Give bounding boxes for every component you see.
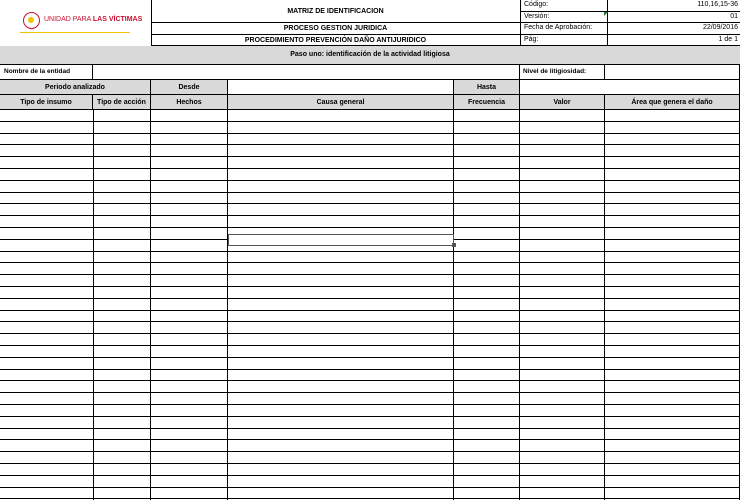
fill-handle[interactable]	[452, 243, 456, 247]
meta-key: Código:	[524, 1, 549, 8]
logo-text	[44, 16, 142, 23]
table-row[interactable]	[0, 287, 740, 299]
column-header-value[interactable]: Valor	[520, 95, 605, 110]
table-row[interactable]	[0, 216, 740, 228]
step-title[interactable]: Paso uno: identificación de la actividad litigiosa	[0, 46, 740, 65]
table-row[interactable]	[0, 181, 740, 193]
from-label: Desde	[151, 80, 228, 95]
column-header-action-type[interactable]: Tipo de acción	[93, 95, 151, 110]
grid-line	[150, 110, 151, 500]
grid-line	[453, 110, 454, 500]
table-row[interactable]	[0, 122, 740, 134]
to-date-input[interactable]	[520, 80, 740, 95]
table-row[interactable]	[0, 358, 740, 370]
table-row[interactable]	[0, 157, 740, 169]
to-label: Hasta	[454, 80, 520, 95]
table-row[interactable]	[0, 322, 740, 334]
table-row[interactable]	[0, 252, 740, 264]
meta-row-version[interactable]	[521, 12, 740, 24]
table-row[interactable]	[0, 334, 740, 346]
cell-comment-indicator	[604, 12, 608, 16]
table-row[interactable]	[0, 452, 740, 464]
table-row[interactable]	[0, 204, 740, 216]
table-row[interactable]	[0, 405, 740, 417]
grid-line	[519, 110, 520, 500]
table-row[interactable]	[0, 299, 740, 311]
table-row[interactable]	[0, 370, 740, 382]
table-row[interactable]	[0, 263, 740, 275]
logo-prefix: UNIDAD PARA	[44, 16, 93, 23]
table-row[interactable]	[0, 346, 740, 358]
column-header-general-cause[interactable]: Causa general	[228, 95, 454, 110]
title-block	[151, 0, 520, 46]
selected-cell[interactable]	[228, 234, 454, 246]
metadata-block	[520, 0, 740, 46]
meta-value: 22/09/2016	[702, 24, 738, 31]
coat-of-arms-icon	[23, 12, 40, 29]
column-header-frequency[interactable]: Frecuencia	[454, 95, 520, 110]
meta-value: 110,16,15-36	[697, 1, 738, 8]
document-header	[0, 0, 740, 46]
entity-name-input[interactable]	[93, 64, 520, 80]
column-header-input-type[interactable]: Tipo de insumo	[0, 95, 93, 110]
column-header-damage-area[interactable]: Área que genera el daño	[605, 95, 740, 110]
meta-value: 01	[730, 12, 738, 20]
meta-row-approval-date[interactable]	[521, 23, 740, 35]
table-row[interactable]	[0, 440, 740, 452]
logo-underline	[20, 32, 130, 33]
period-label: Periodo analizado	[0, 80, 151, 95]
table-row[interactable]	[0, 110, 740, 122]
table-row[interactable]	[0, 393, 740, 405]
table-row[interactable]	[0, 476, 740, 488]
table-row[interactable]	[0, 417, 740, 429]
table-row[interactable]	[0, 464, 740, 476]
litigiosity-input[interactable]	[605, 64, 740, 80]
meta-value: 1 de 1	[718, 35, 738, 43]
table-row[interactable]	[0, 145, 740, 157]
procedure-title[interactable]: PROCEDIMIENTO PREVENCIÓN DAÑO ANTIJURIDICO	[151, 35, 520, 46]
grid-line	[227, 110, 228, 500]
table-row[interactable]	[0, 311, 740, 323]
meta-key: Pág:	[524, 35, 539, 43]
entity-label: Nombre de la entidad	[0, 64, 93, 80]
meta-key: Fecha de Aprobación:	[524, 24, 593, 31]
table-row[interactable]	[0, 193, 740, 205]
grid-line	[93, 110, 94, 500]
process-title[interactable]: PROCESO GESTION JURIDICA	[151, 23, 520, 35]
table-row[interactable]	[0, 275, 740, 287]
table-row[interactable]	[0, 381, 740, 393]
meta-row-page[interactable]	[521, 35, 740, 47]
grid-line	[604, 110, 605, 500]
logo-cell	[0, 0, 152, 47]
matrix-title[interactable]: MATRIZ DE IDENTIFICACION	[151, 0, 520, 23]
logo-emphasis: LAS VÍCTIMAS	[92, 16, 143, 23]
meta-row-code[interactable]	[521, 0, 740, 12]
litigiosity-label: Nivel de litigiosidad:	[520, 64, 605, 80]
from-date-input[interactable]	[228, 80, 454, 95]
meta-key: Versión:	[524, 12, 550, 20]
table-row[interactable]	[0, 429, 740, 441]
table-row[interactable]	[0, 134, 740, 146]
table-row[interactable]	[0, 488, 740, 500]
column-header-facts[interactable]: Hechos	[151, 95, 228, 110]
table-row[interactable]	[0, 169, 740, 181]
